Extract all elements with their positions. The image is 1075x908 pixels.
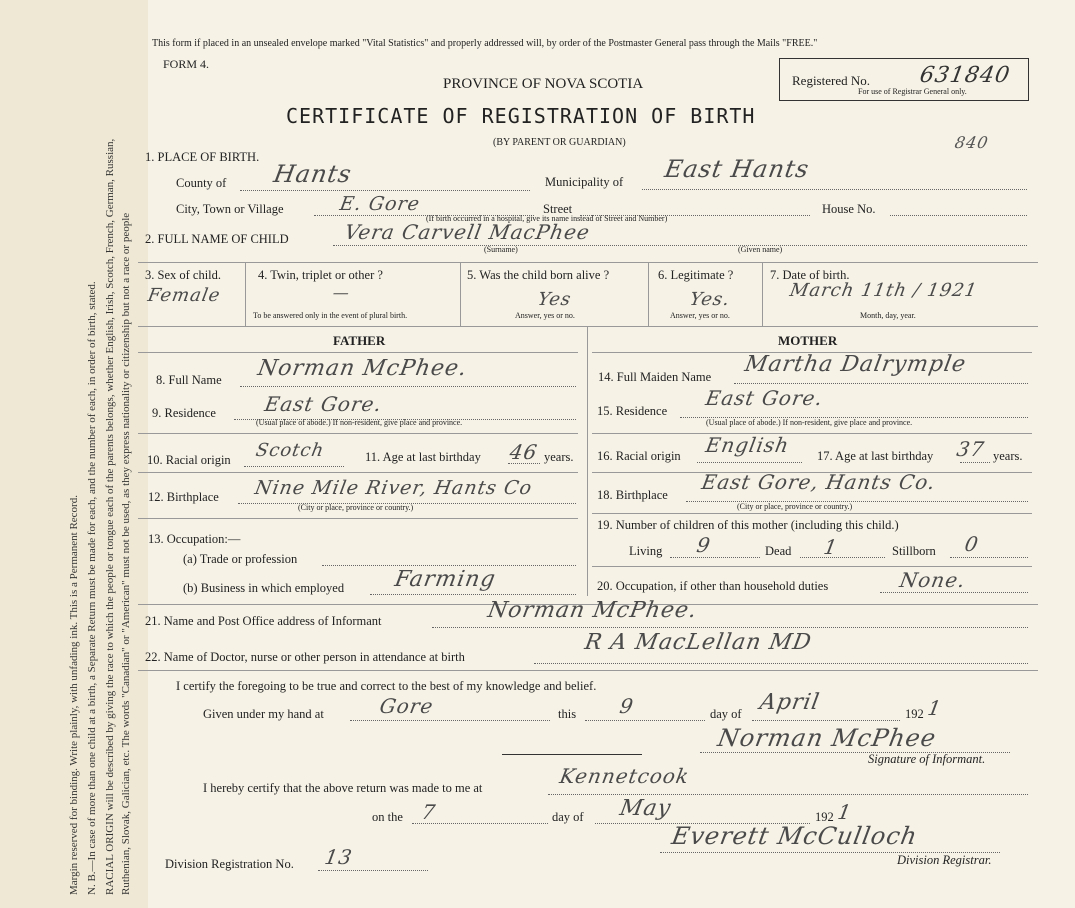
date-of-birth-value: March 11th / 1921 (788, 280, 980, 301)
return-place-value: Kennetcook (557, 764, 692, 788)
stillborn-label: Stillborn (892, 544, 936, 558)
corner-number: 840 (953, 133, 991, 152)
occupation-label: 13. Occupation:— (148, 532, 241, 546)
surname-note: (Surname) (484, 245, 518, 254)
given-month-value: April (757, 690, 822, 715)
twin-note: To be answered only in the event of plural birth. (253, 311, 408, 320)
mother-residence-label: 15. Residence (597, 404, 668, 418)
mother-age-value: 37 (954, 437, 987, 461)
certify-text: I certify the foregoing to be true and correct to the best of my knowledge and belief. (176, 679, 597, 693)
dead-value: 1 (821, 535, 840, 559)
margin-note-racial-origin: RACIAL ORIGIN will be described by giving the race to which the people or tongue each of the parents belongs, whether English, Irish, Scotch, French, German, Russian, (104, 138, 116, 895)
division-registration-label: Division Registration No. (165, 857, 294, 871)
margin-note-multiple-births: N. B.—In case of more than one child at a birth, a Separate Return must be made for each, and the number of each, in order of birth, stated. (86, 281, 98, 895)
father-age-label: 11. Age at last birthday (365, 450, 481, 464)
trade-label: (a) Trade or profession (183, 552, 298, 566)
dead-label: Dead (765, 544, 792, 558)
father-birthplace-value: Nine Mile River, Hants Co (253, 477, 535, 499)
registrar-signature: Everett McCulloch (669, 822, 920, 850)
legitimate-label: 6. Legitimate ? (658, 268, 734, 282)
mother-occupation-label: 20. Occupation, if other than household duties (597, 579, 829, 593)
registered-label: Registered No. (792, 73, 870, 88)
registrar-note: For use of Registrar General only. (858, 87, 967, 96)
mother-racial-value: English (703, 433, 792, 457)
municipality-value: East Hants (662, 155, 812, 183)
certificate-title: CERTIFICATE OF REGISTRATION OF BIRTH (286, 104, 756, 128)
legitimate-value: Yes. (688, 289, 732, 310)
return-text: I hereby certify that the above return was made to me at (203, 781, 483, 795)
father-residence-value: East Gore. (262, 392, 385, 416)
sex-value: Female (146, 285, 223, 306)
county-value: Hants (271, 160, 355, 188)
father-name-value: Norman McPhee. (255, 356, 470, 381)
city-value: E. Gore (338, 193, 422, 215)
date-of-birth-label: 7. Date of birth. (770, 268, 850, 282)
father-racial-value: Scotch (254, 440, 327, 461)
province-heading: PROVINCE OF NOVA SCOTIA (443, 76, 644, 92)
given-under-label: Given under my hand at (203, 707, 324, 721)
county-label: County of (176, 176, 227, 190)
living-label: Living (629, 544, 663, 558)
mother-age-label: 17. Age at last birthday (817, 449, 934, 463)
mother-residence-value: East Gore. (703, 386, 826, 410)
margin-note-racial-origin-cont: Ruthenian, Slovak, Galician, etc. The words "Canadian" or "American" must not be used, as they express nationality or citizenship but not a race or people (120, 212, 132, 895)
father-racial-label: 10. Racial origin (147, 453, 231, 467)
father-years-label: years. (544, 450, 574, 464)
sex-label: 3. Sex of child. (145, 268, 222, 282)
children-count-label: 19. Number of children of this mother (including this child.) (597, 518, 899, 532)
return-year-prefix: 192 (815, 810, 834, 824)
mother-occupation-value: None. (897, 568, 968, 592)
father-age-value: 46 (507, 440, 540, 464)
doctor-value: R A MacLellan MD (582, 630, 814, 655)
hospital-note: (If birth occurred in a hospital, give its name instead of Street and Number) (426, 214, 668, 223)
date-of-birth-note: Month, day, year. (860, 311, 916, 320)
business-label: (b) Business in which employed (183, 581, 345, 595)
place-of-birth-label: 1. PLACE OF BIRTH. (145, 150, 260, 164)
mother-name-label: 14. Full Maiden Name (598, 370, 712, 384)
mother-racial-label: 16. Racial origin (597, 449, 681, 463)
postal-note: This form if placed in an unsealed envelope marked "Vital Statistics" and properly addressed will, by order of the Postmaster General pass through the Mails "FREE." (152, 38, 818, 49)
street-label: Street (543, 202, 573, 216)
father-birthplace-label: 12. Birthplace (148, 490, 219, 504)
return-day-value: 7 (419, 800, 438, 824)
father-heading: FATHER (333, 333, 386, 348)
given-year-prefix: 192 (905, 707, 924, 721)
child-name-label: 2. FULL NAME OF CHILD (145, 232, 289, 246)
informant-signature: Norman McPhee (715, 724, 939, 752)
father-residence-label: 9. Residence (152, 406, 216, 420)
return-year-suffix: 1 (835, 800, 854, 824)
on-the-label: on the (372, 810, 403, 824)
return-month-value: May (617, 796, 674, 821)
business-value: Farming (392, 567, 498, 592)
division-registration-value: 13 (322, 845, 355, 869)
mother-residence-note: (Usual place of abode.) If non-resident, give place and province. (706, 418, 913, 427)
return-day-of-label: day of (552, 810, 584, 824)
twin-value: — (331, 283, 352, 302)
twin-label: 4. Twin, triplet or other ? (258, 268, 383, 282)
mother-name-value: Martha Dalrymple (742, 352, 969, 377)
registered-number: 631840 (917, 63, 1013, 88)
this-label: this (558, 707, 577, 721)
mother-years-label: years. (993, 449, 1023, 463)
given-year-suffix: 1 (925, 696, 944, 720)
margin-note-binding: Margin reserved for binding. Write plainly, with unfading ink. This is a Permanent Record. (68, 495, 80, 895)
born-alive-value: Yes (536, 289, 574, 310)
signature-of-informant-label: Signature of Informant. (868, 752, 986, 766)
child-name-value: Vera Carvell MacPhee (342, 220, 593, 244)
father-residence-note: (Usual place of abode.) If non-resident, give place and province. (256, 418, 463, 427)
doctor-label: 22. Name of Doctor, nurse or other person in attendance at birth (145, 650, 465, 664)
mother-heading: MOTHER (778, 333, 838, 348)
house-number-label: House No. (822, 202, 876, 216)
informant-value: Norman McPhee. (485, 598, 700, 623)
stillborn-value: 0 (962, 532, 981, 556)
legitimate-note: Answer, yes or no. (670, 311, 730, 320)
mother-birthplace-note: (City or place, province or country.) (737, 502, 853, 511)
registration-box (779, 58, 1029, 101)
mother-birthplace-value: East Gore, Hants Co. (699, 470, 938, 494)
living-value: 9 (694, 533, 713, 557)
municipality-label: Municipality of (545, 175, 624, 189)
form-number: FORM 4. (163, 57, 210, 71)
given-name-note: (Given name) (738, 245, 783, 254)
father-name-label: 8. Full Name (156, 373, 222, 387)
given-day-value: 9 (617, 694, 636, 718)
informant-label: 21. Name and Post Office address of Informant (145, 614, 382, 628)
born-alive-label: 5. Was the child born alive ? (467, 268, 610, 282)
day-of-label: day of (710, 707, 742, 721)
division-registrar-label: Division Registrar. (897, 853, 992, 867)
mother-birthplace-label: 18. Birthplace (597, 488, 668, 502)
father-birthplace-note: (City or place, province or country.) (298, 503, 414, 512)
born-alive-note: Answer, yes or no. (515, 311, 575, 320)
city-label: City, Town or Village (176, 202, 284, 216)
certificate-subtitle: (BY PARENT OR GUARDIAN) (493, 137, 626, 148)
given-place-value: Gore (377, 694, 436, 718)
